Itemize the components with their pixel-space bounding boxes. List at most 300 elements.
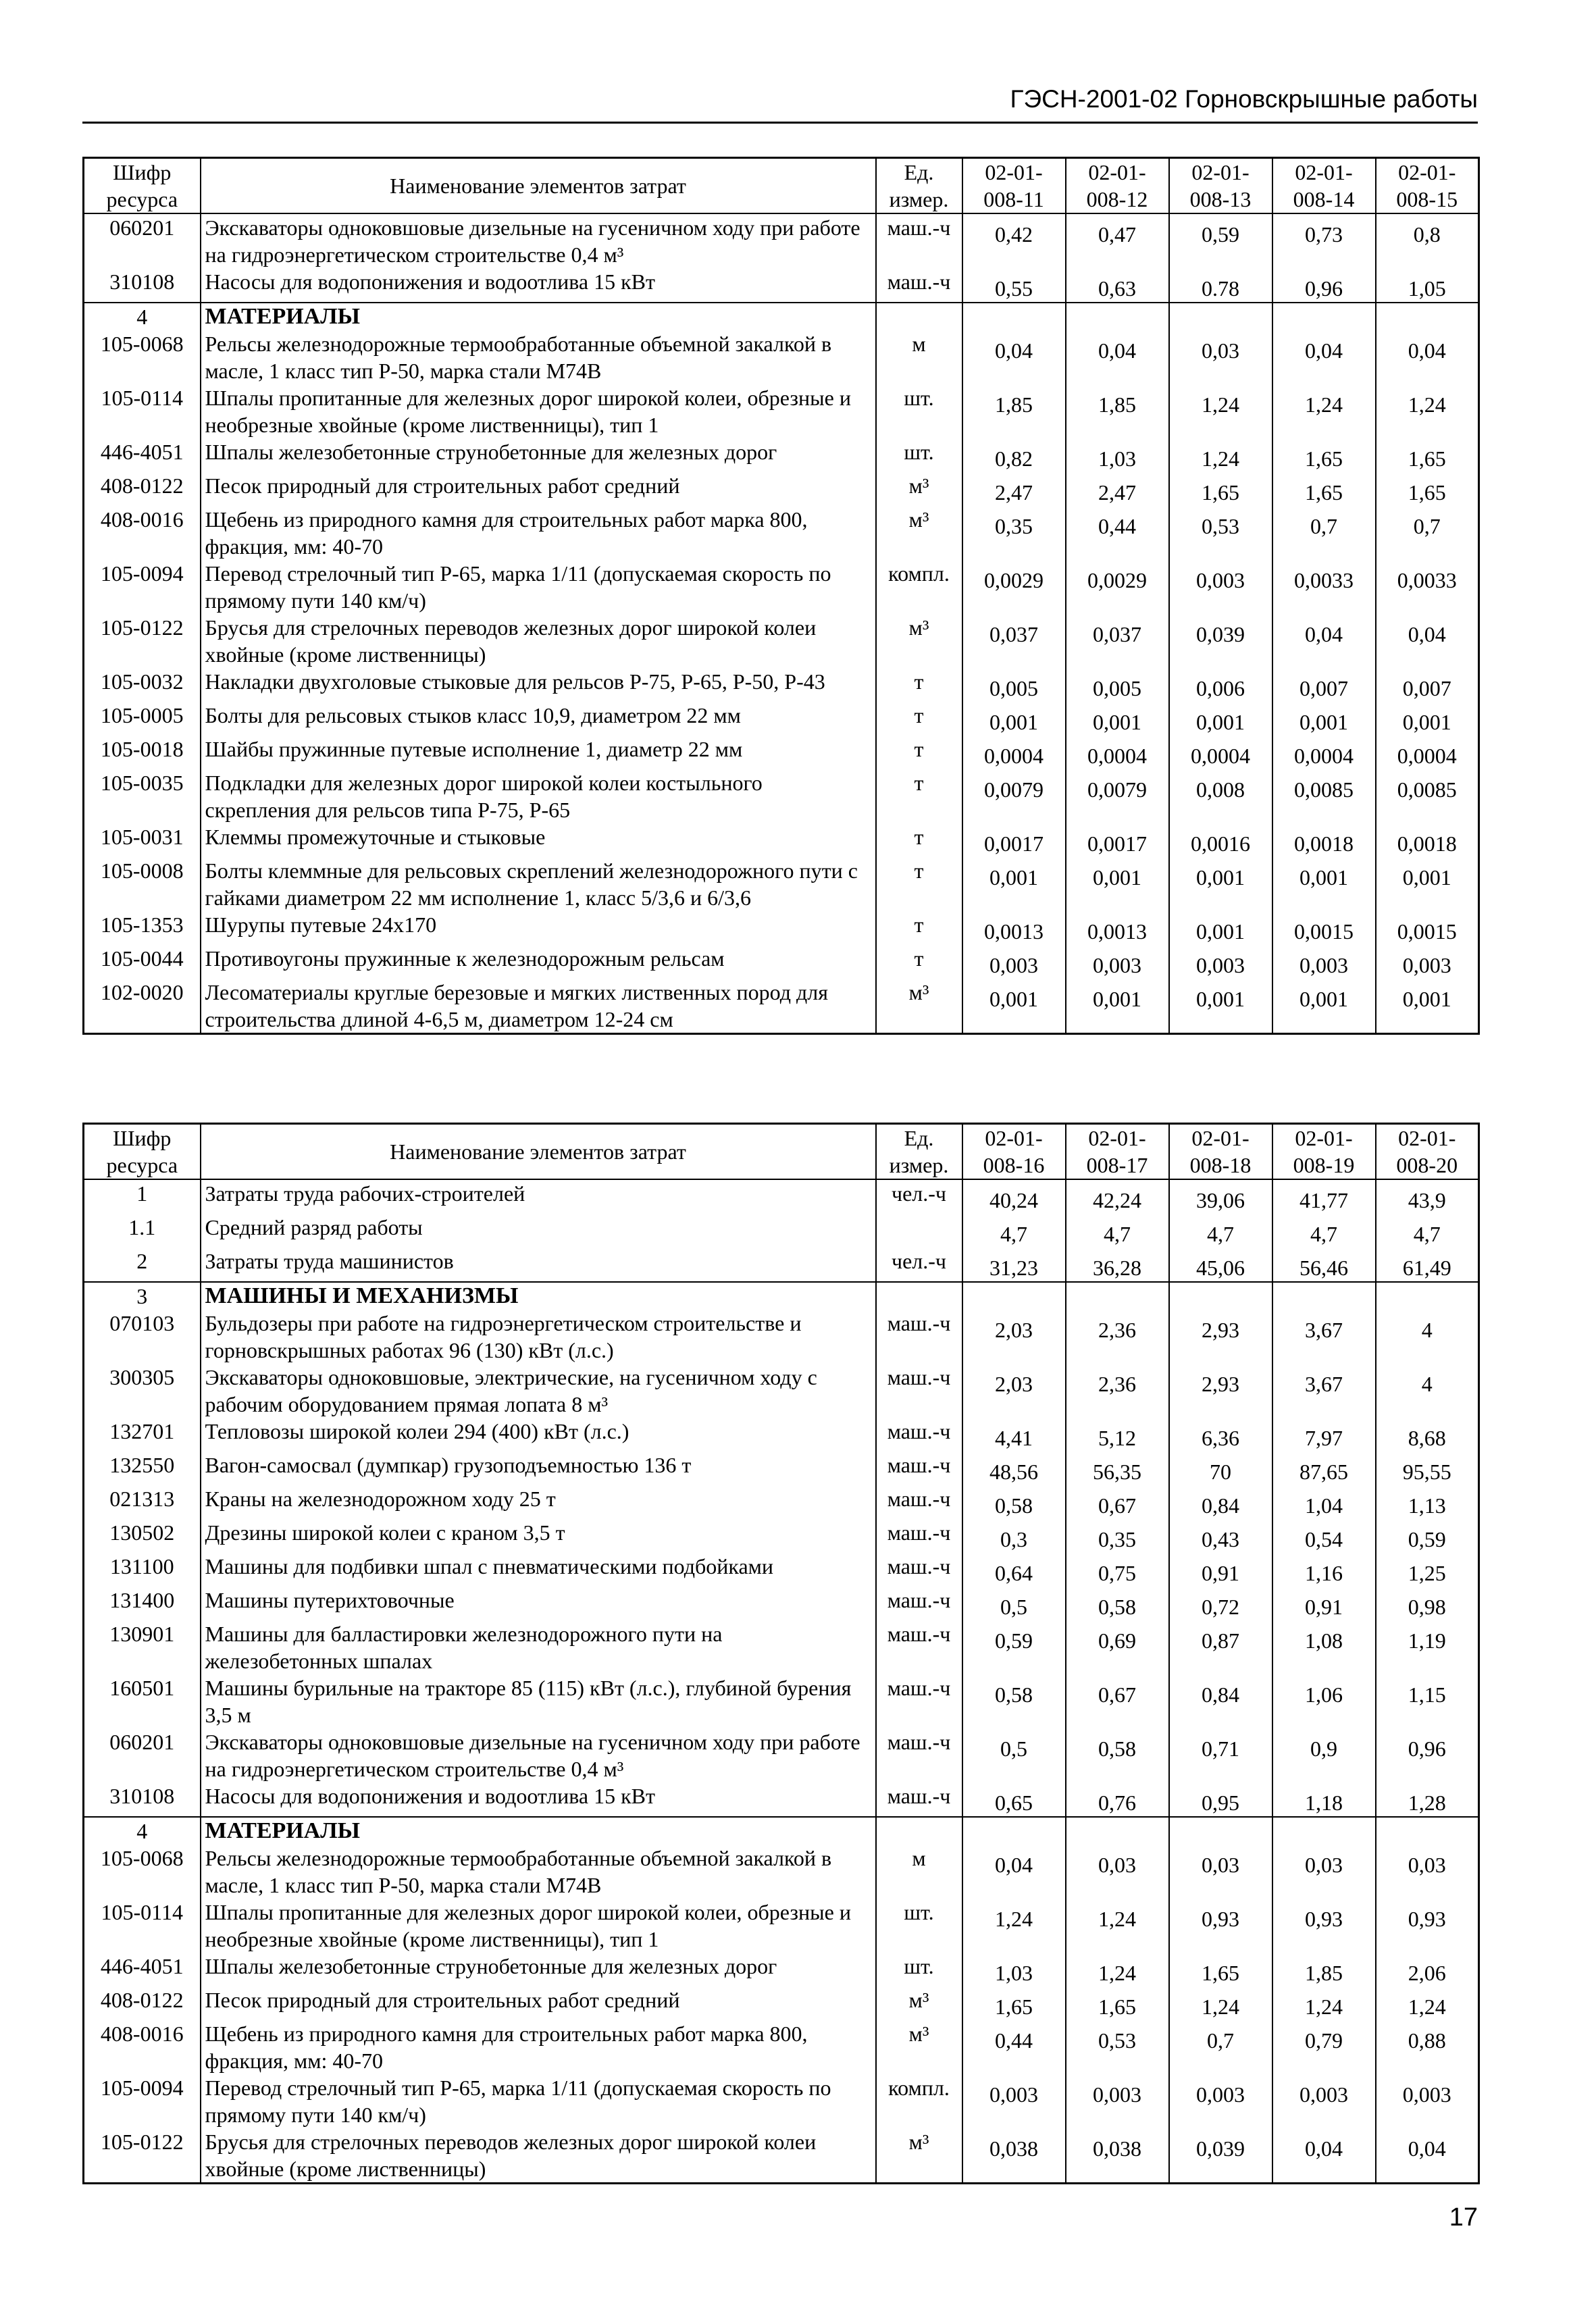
column-header-code: Шифр ресурса	[84, 158, 201, 214]
norm-value: 0,03	[1169, 330, 1272, 384]
table-row	[84, 668, 1479, 702]
norm-value: 1,05	[1376, 268, 1479, 303]
norm-value: 0,87	[1169, 1620, 1272, 1674]
norm-value: 1,18	[1272, 1782, 1376, 1817]
norm-value: 0,001	[1066, 702, 1169, 736]
norm-value: 0,73	[1272, 213, 1376, 268]
resource-code: 408-0016	[84, 2020, 201, 2074]
norm-value: 0,001	[1066, 979, 1169, 1034]
norm-value: 0,037	[962, 614, 1066, 668]
resource-name: Болты для рельсовых стыков класс 10,9, диаметром 22 мм	[201, 702, 876, 736]
norm-value: 4,7	[1376, 1214, 1479, 1248]
norm-value: 0,64	[962, 1553, 1066, 1587]
norm-value: 0,001	[1272, 979, 1376, 1034]
resource-name: Рельсы железнодорожные термообработанные объемной закалкой в масле, 1 класс тип Р-50, марка стали М74В	[201, 1845, 876, 1899]
unit-of-measure	[876, 303, 962, 330]
resource-name: Машины путерихтовочные	[201, 1587, 876, 1620]
norm-value: 0,001	[1066, 857, 1169, 911]
norm-value: 0,84	[1169, 1485, 1272, 1519]
norm-value: 0,69	[1066, 1620, 1169, 1674]
norm-value	[1376, 1817, 1479, 1845]
resource-name: Щебень из природного камня для строительных работ марка 800, фракция, мм: 40-70	[201, 2020, 876, 2074]
document-title: ГЭСН-2001-02 Горновскрышные работы	[1010, 85, 1478, 113]
table-header	[84, 158, 1479, 214]
norm-value	[1376, 1282, 1479, 1310]
unit-of-measure: маш.-ч	[876, 213, 962, 268]
resource-table-1	[82, 157, 1480, 1035]
section-title: МАШИНЫ И МЕХАНИЗМЫ	[201, 1282, 876, 1310]
resource-name: Вагон-самосвал (думпкар) грузоподъемностью 136 т	[201, 1451, 876, 1485]
norm-value	[1272, 303, 1376, 330]
norm-value: 0,038	[962, 2128, 1066, 2184]
unit-of-measure: маш.-ч	[876, 1674, 962, 1728]
resource-name: Брусья для стрелочных переводов железных дорог широкой колеи хвойные (кроме лиственницы)	[201, 614, 876, 668]
resource-name: Болты клеммные для рельсовых скреплений железнодорожного пути с гайками диаметром 22 мм исполнение 1, класс 5/3,6 и 6/3,6	[201, 857, 876, 911]
table-row	[84, 736, 1479, 769]
resource-name: Накладки двухголовые стыковые для рельсов Р-75, Р-65, Р-50, Р-43	[201, 668, 876, 702]
table-row	[84, 2020, 1479, 2074]
norm-value: 0,0018	[1376, 823, 1479, 857]
norm-value: 7,97	[1272, 1418, 1376, 1451]
resource-name: Песок природный для строительных работ средний	[201, 1986, 876, 2020]
resource-code: 105-1353	[84, 911, 201, 945]
table-row	[84, 268, 1479, 303]
norm-value: 0,91	[1169, 1553, 1272, 1587]
norm-value: 1,24	[1066, 1899, 1169, 1953]
resource-code: 060201	[84, 1728, 201, 1782]
table-body	[84, 213, 1479, 1034]
norm-value: 0,88	[1376, 2020, 1479, 2074]
norm-value: 1,85	[1066, 384, 1169, 438]
page-header	[82, 81, 1478, 124]
norm-value: 0,0029	[962, 560, 1066, 614]
table-row	[84, 1674, 1479, 1728]
resource-name: Щебень из природного камня для строительных работ марка 800, фракция, мм: 40-70	[201, 506, 876, 560]
norm-value: 0,03	[1169, 1845, 1272, 1899]
norm-value: 0,001	[962, 857, 1066, 911]
norm-value	[962, 303, 1066, 330]
resource-name: Машины бурильные на тракторе 85 (115) кВт (л.с.), глубиной бурения 3,5 м	[201, 1674, 876, 1728]
norm-value: 0.78	[1169, 268, 1272, 303]
norm-value: 6,36	[1169, 1418, 1272, 1451]
norm-value: 0,58	[962, 1674, 1066, 1728]
norm-value: 0,53	[1066, 2020, 1169, 2074]
norm-value: 0,03	[1066, 1845, 1169, 1899]
norm-value: 2,03	[962, 1364, 1066, 1418]
table-row	[84, 1620, 1479, 1674]
norm-value: 0,55	[962, 268, 1066, 303]
table-row	[84, 911, 1479, 945]
resource-code: 105-0068	[84, 1845, 201, 1899]
resource-code: 105-0008	[84, 857, 201, 911]
norm-value: 0,67	[1066, 1485, 1169, 1519]
norm-value: 1,15	[1376, 1674, 1479, 1728]
norm-value: 0,04	[1376, 330, 1479, 384]
table-row	[84, 1782, 1479, 1817]
norm-value: 1,16	[1272, 1553, 1376, 1587]
norm-value: 0,0015	[1376, 911, 1479, 945]
norm-value: 0,65	[962, 1782, 1066, 1817]
unit-of-measure: м³	[876, 506, 962, 560]
norm-value: 0,003	[1066, 2074, 1169, 2128]
resource-code: 3	[84, 1282, 201, 1310]
table-row	[84, 213, 1479, 268]
resource-code: 132701	[84, 1418, 201, 1451]
norm-value: 0,95	[1169, 1782, 1272, 1817]
norm-value	[1272, 1817, 1376, 1845]
norm-value: 0,43	[1169, 1519, 1272, 1553]
norm-value: 0,003	[1169, 560, 1272, 614]
resource-code: 105-0122	[84, 2128, 201, 2184]
norm-value: 1,65	[962, 1986, 1066, 2020]
resource-code: 408-0122	[84, 472, 201, 506]
norm-value: 0,003	[1169, 945, 1272, 979]
norm-value: 0,038	[1066, 2128, 1169, 2184]
unit-of-measure: маш.-ч	[876, 1782, 962, 1817]
table-row	[84, 1418, 1479, 1451]
norm-value	[1376, 303, 1479, 330]
norm-value: 0,006	[1169, 668, 1272, 702]
norm-value: 0,04	[962, 1845, 1066, 1899]
table-row	[84, 1728, 1479, 1782]
norm-value: 0,008	[1169, 769, 1272, 823]
resource-code: 105-0031	[84, 823, 201, 857]
norm-value: 0,039	[1169, 614, 1272, 668]
resource-code: 131400	[84, 1587, 201, 1620]
norm-value	[1169, 303, 1272, 330]
norm-value: 0,0016	[1169, 823, 1272, 857]
norm-value: 0,63	[1066, 268, 1169, 303]
column-header-norm: 02-01- 008-15	[1376, 158, 1479, 214]
page-number: 17	[1449, 2203, 1478, 2232]
unit-of-measure: шт.	[876, 1899, 962, 1953]
norm-value: 0,0033	[1376, 560, 1479, 614]
norm-value: 0,0029	[1066, 560, 1169, 614]
norm-value: 1,24	[1376, 384, 1479, 438]
norm-value: 0,54	[1272, 1519, 1376, 1553]
norm-value: 1,65	[1272, 438, 1376, 472]
norm-value: 56,46	[1272, 1248, 1376, 1282]
resource-code: 021313	[84, 1485, 201, 1519]
norm-value: 0,72	[1169, 1587, 1272, 1620]
unit-of-measure: маш.-ч	[876, 1553, 962, 1587]
unit-of-measure: маш.-ч	[876, 1519, 962, 1553]
norm-value: 0,76	[1066, 1782, 1169, 1817]
resource-name: Краны на железнодорожном ходу 25 т	[201, 1485, 876, 1519]
resource-code: 408-0122	[84, 1986, 201, 2020]
resource-code: 105-0068	[84, 330, 201, 384]
norm-value: 4,7	[962, 1214, 1066, 1248]
resource-code: 310108	[84, 1782, 201, 1817]
norm-value: 0,96	[1376, 1728, 1479, 1782]
norm-value: 1,65	[1066, 1986, 1169, 2020]
resource-name: Шурупы путевые 24х170	[201, 911, 876, 945]
norm-value: 1,03	[962, 1953, 1066, 1986]
resource-code: 130901	[84, 1620, 201, 1674]
norm-value: 0,47	[1066, 213, 1169, 268]
column-header-unit: Ед. измер.	[876, 1124, 962, 1180]
column-header-norm: 02-01- 008-20	[1376, 1124, 1479, 1180]
norm-value: 1,65	[1169, 472, 1272, 506]
norm-value: 1,25	[1376, 1553, 1479, 1587]
norm-value: 0,001	[1376, 702, 1479, 736]
resource-name: Экскаваторы одноковшовые дизельные на гусеничном ходу при работе на гидроэнергетическом строительстве 0,4 м³	[201, 1728, 876, 1782]
norm-value: 1,24	[1066, 1953, 1169, 1986]
section-row	[84, 303, 1479, 330]
norm-value: 0,59	[1376, 1519, 1479, 1553]
norm-value: 0,005	[1066, 668, 1169, 702]
norm-value: 0,005	[962, 668, 1066, 702]
resource-code: 300305	[84, 1364, 201, 1418]
column-header-code: Шифр ресурса	[84, 1124, 201, 1180]
unit-of-measure: т	[876, 945, 962, 979]
unit-of-measure: маш.-ч	[876, 1451, 962, 1485]
resource-code: 105-0114	[84, 1899, 201, 1953]
norm-value	[1066, 303, 1169, 330]
norm-value: 1,08	[1272, 1620, 1376, 1674]
unit-of-measure: м³	[876, 2020, 962, 2074]
norm-value: 0,04	[962, 330, 1066, 384]
unit-of-measure: т	[876, 911, 962, 945]
table-row	[84, 1519, 1479, 1553]
unit-of-measure: т	[876, 668, 962, 702]
unit-of-measure: маш.-ч	[876, 1310, 962, 1364]
resource-name: Песок природный для строительных работ средний	[201, 472, 876, 506]
norm-value: 8,68	[1376, 1418, 1479, 1451]
resource-code: 4	[84, 303, 201, 330]
norm-value: 1,65	[1376, 472, 1479, 506]
table-row	[84, 560, 1479, 614]
norm-value: 0,0004	[1376, 736, 1479, 769]
unit-of-measure: маш.-ч	[876, 1485, 962, 1519]
norm-value: 0,58	[962, 1485, 1066, 1519]
norm-value: 2,47	[962, 472, 1066, 506]
table-row	[84, 1899, 1479, 1953]
norm-value: 0,003	[962, 945, 1066, 979]
norm-value: 0,82	[962, 438, 1066, 472]
norm-value: 2,36	[1066, 1310, 1169, 1364]
norm-value: 1,24	[1376, 1986, 1479, 2020]
norm-value: 0,001	[1376, 979, 1479, 1034]
resource-code: 105-0005	[84, 702, 201, 736]
norm-value: 0,0017	[1066, 823, 1169, 857]
norm-value: 2,06	[1376, 1953, 1479, 1986]
resource-name: Брусья для стрелочных переводов железных дорог широкой колеи хвойные (кроме лиственницы)	[201, 2128, 876, 2184]
resource-code: 105-0035	[84, 769, 201, 823]
unit-of-measure: м³	[876, 472, 962, 506]
norm-value: 1,03	[1066, 438, 1169, 472]
section-title: МАТЕРИАЛЫ	[201, 1817, 876, 1845]
unit-of-measure	[876, 1214, 962, 1248]
table-row	[84, 945, 1479, 979]
norm-value: 0,98	[1376, 1587, 1479, 1620]
unit-of-measure: маш.-ч	[876, 1620, 962, 1674]
resource-code: 105-0094	[84, 560, 201, 614]
norm-value: 0,001	[1169, 979, 1272, 1034]
resource-code: 446-4051	[84, 438, 201, 472]
norm-value: 0,003	[1376, 945, 1479, 979]
norm-value: 87,65	[1272, 1451, 1376, 1485]
norm-value: 0,9	[1272, 1728, 1376, 1782]
unit-of-measure: шт.	[876, 384, 962, 438]
table-row	[84, 614, 1479, 668]
norm-value: 0,04	[1272, 614, 1376, 668]
norm-value: 0,03	[1272, 1845, 1376, 1899]
norm-value	[962, 1282, 1066, 1310]
resource-code: 310108	[84, 268, 201, 303]
resource-name: Экскаваторы одноковшовые дизельные на гусеничном ходу при работе на гидроэнергетическом строительстве 0,4 м³	[201, 213, 876, 268]
norm-value: 0,35	[962, 506, 1066, 560]
norm-value: 0,001	[1169, 911, 1272, 945]
norm-value: 1,65	[1169, 1953, 1272, 1986]
unit-of-measure: маш.-ч	[876, 1728, 962, 1782]
norm-value: 0,7	[1272, 506, 1376, 560]
table-row	[84, 330, 1479, 384]
norm-value	[962, 1817, 1066, 1845]
resource-code: 408-0016	[84, 506, 201, 560]
table-row	[84, 2128, 1479, 2184]
norm-value: 0,003	[962, 2074, 1066, 2128]
unit-of-measure: т	[876, 769, 962, 823]
norm-value: 0,0013	[962, 911, 1066, 945]
norm-value: 2,03	[962, 1310, 1066, 1364]
norm-value: 1,24	[1272, 384, 1376, 438]
norm-value: 36,28	[1066, 1248, 1169, 1282]
norm-value: 0,35	[1066, 1519, 1169, 1553]
resource-code: 130502	[84, 1519, 201, 1553]
norm-value: 0,037	[1066, 614, 1169, 668]
norm-value: 41,77	[1272, 1179, 1376, 1214]
resource-name: Шпалы пропитанные для железных дорог широкой колеи, обрезные и необрезные хвойные (кроме лиственницы), тип 1	[201, 384, 876, 438]
norm-value	[1066, 1282, 1169, 1310]
norm-value: 0,001	[1272, 857, 1376, 911]
norm-value: 43,9	[1376, 1179, 1479, 1214]
norm-value: 1,28	[1376, 1782, 1479, 1817]
norm-value: 0,0018	[1272, 823, 1376, 857]
column-header-norm: 02-01- 008-18	[1169, 1124, 1272, 1180]
norm-value: 0,04	[1376, 2128, 1479, 2184]
norm-value: 39,06	[1169, 1179, 1272, 1214]
unit-of-measure	[876, 1282, 962, 1310]
norm-value: 0,04	[1376, 614, 1479, 668]
norm-value: 0,003	[1066, 945, 1169, 979]
resource-name: Противоугоны пружинные к железнодорожным рельсам	[201, 945, 876, 979]
norm-value: 0,0013	[1066, 911, 1169, 945]
norm-value: 0,5	[962, 1728, 1066, 1782]
table-row	[84, 1214, 1479, 1248]
resource-name: Рельсы железнодорожные термообработанные объемной закалкой в масле, 1 класс тип Р-50, марка стали М74В	[201, 330, 876, 384]
norm-value	[1066, 1817, 1169, 1845]
resource-code: 105-0044	[84, 945, 201, 979]
norm-value: 0,0079	[1066, 769, 1169, 823]
norm-value: 0,04	[1272, 2128, 1376, 2184]
norm-value: 0,91	[1272, 1587, 1376, 1620]
norm-value: 0,0017	[962, 823, 1066, 857]
norm-value: 0,001	[962, 702, 1066, 736]
column-header-unit: Ед. измер.	[876, 158, 962, 214]
norm-value: 48,56	[962, 1451, 1066, 1485]
resource-code: 132550	[84, 1451, 201, 1485]
unit-of-measure: компл.	[876, 2074, 962, 2128]
unit-of-measure: м³	[876, 614, 962, 668]
resource-code: 102-0020	[84, 979, 201, 1034]
norm-value	[1169, 1817, 1272, 1845]
norm-value: 0,003	[1169, 2074, 1272, 2128]
resource-name: Затраты труда рабочих-строителей	[201, 1179, 876, 1214]
unit-of-measure: чел.-ч	[876, 1248, 962, 1282]
norm-value: 40,24	[962, 1179, 1066, 1214]
resource-name: Шайбы пружинные путевые исполнение 1, диаметр 22 мм	[201, 736, 876, 769]
unit-of-measure: т	[876, 823, 962, 857]
resource-name: Подкладки для железных дорог широкой колеи костыльного скрепления для рельсов типа Р-75, Р-65	[201, 769, 876, 823]
column-header-norm: 02-01- 008-14	[1272, 158, 1376, 214]
norm-value: 4	[1376, 1310, 1479, 1364]
norm-value: 0,67	[1066, 1674, 1169, 1728]
norm-value: 31,23	[962, 1248, 1066, 1282]
table-header	[84, 1124, 1479, 1180]
resource-name: Лесоматериалы круглые березовые и мягких лиственных пород для строительства длиной 4-6,5 м, диаметром 12-24 см	[201, 979, 876, 1034]
norm-value: 0,0004	[1272, 736, 1376, 769]
norm-value: 0,001	[962, 979, 1066, 1034]
resource-code: 4	[84, 1817, 201, 1845]
norm-value: 0,0085	[1376, 769, 1479, 823]
norm-value: 2,47	[1066, 472, 1169, 506]
resource-name: Перевод стрелочный тип Р-65, марка 1/11 (допускаемая скорость по прямому пути 140 км/ч)	[201, 2074, 876, 2128]
unit-of-measure: компл.	[876, 560, 962, 614]
norm-value: 1,85	[962, 384, 1066, 438]
norm-value: 4,41	[962, 1418, 1066, 1451]
resource-name: Шпалы пропитанные для железных дорог широкой колеи, обрезные и необрезные хвойные (кроме лиственницы), тип 1	[201, 1899, 876, 1953]
norm-value: 1,65	[1272, 472, 1376, 506]
resource-code: 1.1	[84, 1214, 201, 1248]
resource-code: 2	[84, 1248, 201, 1282]
norm-value: 5,12	[1066, 1418, 1169, 1451]
unit-of-measure: т	[876, 857, 962, 911]
norm-value: 2,36	[1066, 1364, 1169, 1418]
norm-value: 0,003	[1272, 2074, 1376, 2128]
norm-value: 3,67	[1272, 1364, 1376, 1418]
resource-name: Затраты труда машинистов	[201, 1248, 876, 1282]
table-row	[84, 1553, 1479, 1587]
norm-value: 0,59	[1169, 213, 1272, 268]
resource-name: Шпалы железобетонные струнобетонные для железных дорог	[201, 438, 876, 472]
norm-value: 95,55	[1376, 1451, 1479, 1485]
norm-value: 0,0085	[1272, 769, 1376, 823]
unit-of-measure: шт.	[876, 438, 962, 472]
column-header-norm: 02-01- 008-19	[1272, 1124, 1376, 1180]
norm-value: 0,8	[1376, 213, 1479, 268]
unit-of-measure: м³	[876, 979, 962, 1034]
norm-value: 0,3	[962, 1519, 1066, 1553]
norm-value: 0,001	[1169, 857, 1272, 911]
norm-value: 0,0004	[1066, 736, 1169, 769]
table-row	[84, 1587, 1479, 1620]
column-header-norm: 02-01- 008-13	[1169, 158, 1272, 214]
table-row	[84, 506, 1479, 560]
table-row	[84, 1364, 1479, 1418]
norm-value: 0,84	[1169, 1674, 1272, 1728]
norm-value: 0,7	[1169, 2020, 1272, 2074]
norm-value: 0,71	[1169, 1728, 1272, 1782]
unit-of-measure: маш.-ч	[876, 1587, 962, 1620]
resource-name: Перевод стрелочный тип Р-65, марка 1/11 (допускаемая скорость по прямому пути 140 км/ч)	[201, 560, 876, 614]
norm-value: 0,007	[1272, 668, 1376, 702]
unit-of-measure: м	[876, 1845, 962, 1899]
norm-value: 4	[1376, 1364, 1479, 1418]
norm-value: 1,65	[1376, 438, 1479, 472]
norm-value: 0,7	[1376, 506, 1479, 560]
table-row	[84, 769, 1479, 823]
